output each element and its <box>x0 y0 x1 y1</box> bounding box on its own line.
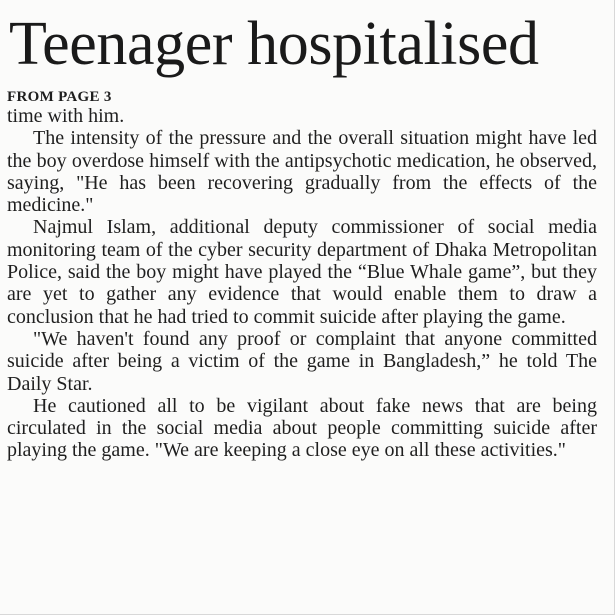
paragraph-overdose: The intensity of the pressure and the overall situation might have led the boy overdose himself with the antipsychotic medication, he observed, saying, "He has been recovering gradually from the effects of the medicine." <box>7 127 597 217</box>
continuation-label: FROM PAGE 3 <box>7 89 112 105</box>
paragraph-quote: "We haven't found any proof or complaint that anyone committed suicide after being a victim of the game in Bangladesh,” he told The Daily Star. <box>7 327 597 395</box>
article-body <box>7 105 597 462</box>
paragraph-caution: He cautioned all to be vigilant about fake news that are being circulated in the social media about people committing suicide after playing the game. "We are keeping a close eye on all these activities." <box>7 394 597 462</box>
paragraph-continued: time with him. <box>7 105 125 127</box>
paragraph-police-statement: Najmul Islam, additional deputy commissioner of social media monitoring team of the cyber security department of Dhaka Metropolitan Police, said the boy might have played the “Blue Whale game”, but they are yet to gather any evidence that would enable them to draw a conclusion that he had tried to commit suicide after playing the game. <box>7 216 597 328</box>
headline: Teenager hospitalised <box>9 10 539 78</box>
